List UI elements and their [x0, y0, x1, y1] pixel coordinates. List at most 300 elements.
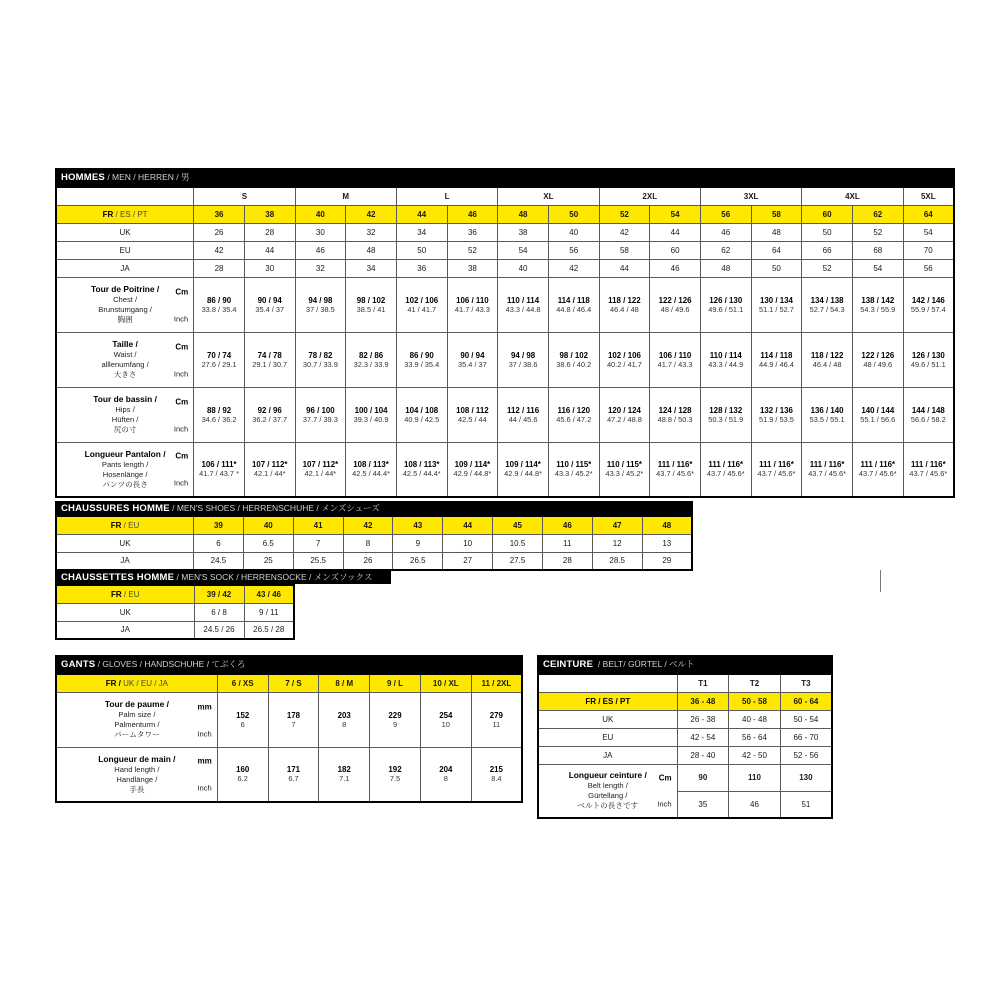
region-size-cell: 32 — [295, 259, 346, 277]
region-size-cell: 66 — [802, 241, 853, 259]
measure-value-wrap — [421, 765, 471, 783]
region-size-cell: 7 — [293, 534, 343, 552]
value-cm: 130 / 134 — [759, 295, 793, 305]
region-size-cell: 46 — [700, 223, 751, 241]
measure-value-wrap — [245, 460, 295, 478]
value-cm: 106 / 110 — [658, 350, 692, 360]
value-inch: 49.6 / 51.1 — [910, 359, 946, 369]
measure-value-cell — [751, 332, 802, 387]
region-size-cell: 54 — [852, 259, 903, 277]
value-inch: 37.7 / 39.3 — [302, 414, 338, 424]
belt-length-cm-cell: 110 — [729, 764, 781, 791]
region-size-cell: 50 — [396, 241, 447, 259]
shoes-subtitle: / MEN'S SHOES / HERRENSCHUHE / メンズシューズ — [169, 503, 380, 513]
measure-value-wrap — [904, 460, 953, 478]
belt-length-inch-cell: 46 — [729, 791, 781, 818]
fr-size-cell: 43 / 46 — [244, 585, 294, 603]
socks-header-bar — [55, 570, 391, 584]
measure-value-wrap — [448, 351, 498, 369]
measure-value-wrap — [549, 351, 599, 369]
belt-t-size-cell: T1 — [677, 674, 729, 692]
measure-label-line: Belt length / — [587, 781, 628, 791]
measure-value-wrap — [370, 711, 420, 729]
measure-value-wrap — [802, 296, 852, 314]
region-size-cell: 70 — [903, 241, 954, 259]
socks-subtitle: / MEN'S SOCK / HERRENSOCKE / メンズソックス — [174, 572, 373, 582]
value-inch: 43.7 / 45.6* — [706, 469, 745, 479]
fr-size-row — [56, 516, 692, 534]
value-inch: 47.2 / 48.8 — [606, 414, 642, 424]
measure-value-cell — [852, 387, 903, 442]
region-size-cell: 42 — [548, 259, 599, 277]
value-cm: 134 / 138 — [810, 295, 844, 305]
belt-length-cm-row — [538, 764, 832, 791]
unit-top-label: Cm — [175, 397, 189, 407]
region-size-cell: 13 — [642, 534, 692, 552]
measure-value-wrap — [853, 460, 903, 478]
value-inch: 40.9 / 42.5 — [404, 414, 440, 424]
measure-value-cell — [903, 277, 954, 332]
region-size-cell: 42 - 50 — [729, 746, 781, 764]
value-inch: 43.3 / 44.8 — [505, 304, 541, 314]
measure-value-wrap — [549, 406, 599, 424]
measure-value-wrap — [319, 765, 369, 783]
fr-eu-label-rest: / EU — [121, 589, 140, 599]
value-cm: 229 — [388, 710, 402, 720]
value-inch: 35.4 / 37 — [255, 304, 285, 314]
value-inch: 44 / 45.6 — [508, 414, 538, 424]
region-size-cell: 12 — [592, 534, 642, 552]
value-cm: 132 / 136 — [759, 405, 793, 415]
size-group-cell: 3XL — [700, 187, 801, 205]
measure-value-cell — [244, 442, 295, 497]
measure-label-line: Gürtellang / — [588, 791, 628, 801]
measure-value-wrap — [245, 296, 295, 314]
value-cm: 142 / 146 — [911, 295, 945, 305]
fr-size-cell: 36 — [194, 205, 245, 223]
value-inch: 29.1 / 30.7 — [252, 359, 288, 369]
hommes-subtitle: / MEN / HERREN / 男 — [104, 172, 190, 182]
region-size-row — [56, 259, 954, 277]
value-cm: 118 / 122 — [810, 350, 844, 360]
value-inch: 37 / 38.5 — [306, 304, 335, 314]
value-cm: 114 / 118 — [760, 350, 793, 360]
value-inch: 46.4 / 48 — [812, 359, 842, 369]
measure-value-wrap — [498, 406, 548, 424]
value-cm: 140 / 144 — [861, 405, 895, 415]
measure-value-cell — [194, 332, 245, 387]
measure-value-cell — [650, 332, 701, 387]
region-size-cell: 52 — [802, 259, 853, 277]
fr-size-cell: 58 — [751, 205, 802, 223]
measure-value-wrap — [448, 406, 498, 424]
region-size-cell: 44 — [244, 241, 295, 259]
measure-value-wrap — [701, 406, 751, 424]
region-size-cell: 36 — [396, 259, 447, 277]
region-label-cell: JA — [538, 746, 677, 764]
measure-label-line: Handlänge / — [116, 774, 158, 784]
region-size-cell: 26 — [343, 552, 393, 570]
measure-value-cell — [903, 387, 954, 442]
measure-value-cell — [420, 747, 471, 802]
region-size-cell: 26 - 38 — [677, 710, 729, 728]
value-inch: 56.6 / 58.2 — [910, 414, 946, 424]
hommes-size-table — [55, 186, 955, 498]
belt-length-cm-cell: 130 — [780, 764, 832, 791]
gloves-title: GANTS — [61, 658, 96, 670]
belt-t-size-cell: T3 — [780, 674, 832, 692]
value-inch: 52.7 / 54.3 — [809, 304, 845, 314]
region-size-cell: 30 — [244, 259, 295, 277]
belt-size-cell: 36 - 48 — [677, 692, 729, 710]
region-size-cell: 6.5 — [243, 534, 293, 552]
value-inch: 6.2 — [237, 774, 248, 784]
measure-value-wrap — [701, 460, 751, 478]
fr-size-cell: 48 — [498, 205, 549, 223]
belt-t-row — [538, 674, 832, 692]
region-size-row — [538, 728, 832, 746]
measure-value-cell — [852, 277, 903, 332]
value-inch: 43.7 / 45.6* — [808, 469, 846, 479]
region-size-cell: 46 — [650, 259, 701, 277]
value-inch: 38.6 / 40.2 — [556, 359, 592, 369]
measure-value-wrap — [853, 296, 903, 314]
value-cm: 82 / 86 — [358, 350, 384, 360]
region-size-cell: 44 — [650, 223, 701, 241]
region-size-cell: 52 — [852, 223, 903, 241]
value-cm: 254 — [439, 710, 453, 720]
value-cm: 90 / 94 — [257, 295, 282, 305]
fr-es-pt-label-rest: / ES / PT — [113, 209, 148, 219]
measure-value-wrap — [904, 296, 953, 314]
value-cm: 204 — [439, 765, 453, 775]
unit-top-label: Cm — [175, 287, 189, 297]
fr-size-cell: 38 — [244, 205, 295, 223]
measure-label-line: 手長 — [129, 784, 145, 794]
glove-size-cell: 10 / XL — [420, 674, 471, 692]
region-size-cell: 48 — [346, 241, 397, 259]
measure-value-cell — [194, 277, 245, 332]
size-group-cell: 2XL — [599, 187, 700, 205]
measure-value-wrap — [650, 460, 700, 478]
shoes-size-table — [55, 515, 693, 571]
region-size-cell: 50 — [802, 223, 853, 241]
fr-es-pt-label — [56, 205, 194, 223]
region-label-cell: UK — [56, 534, 193, 552]
value-inch: 41.7 / 43.7 * — [199, 469, 239, 479]
measure-row — [56, 442, 954, 497]
region-size-cell: 68 — [852, 241, 903, 259]
value-inch: 8 — [342, 719, 347, 729]
region-size-cell: 8 — [343, 534, 393, 552]
value-inch: 6 — [240, 719, 245, 729]
region-size-cell: 46 — [295, 241, 346, 259]
measure-value-wrap — [397, 406, 447, 424]
value-cm: 110 / 115* — [556, 460, 592, 470]
measure-value-wrap — [397, 460, 447, 478]
measure-value-cell — [370, 747, 421, 802]
value-cm: 98 / 102 — [356, 295, 386, 305]
value-cm: 109 / 114* — [505, 460, 541, 470]
measure-value-wrap — [245, 351, 295, 369]
value-cm: 111 / 116* — [860, 460, 896, 470]
measure-label-line: alllenumfang / — [101, 360, 149, 370]
measure-value-cell — [498, 277, 549, 332]
shoes-header-bar — [55, 501, 693, 515]
measure-value-cell — [903, 332, 954, 387]
fr-size-row — [56, 205, 954, 223]
value-cm: 111 / 116* — [708, 460, 744, 470]
value-cm: 120 / 124 — [607, 405, 641, 415]
measure-value-wrap — [346, 351, 396, 369]
value-cm: 111 / 116* — [809, 460, 845, 470]
measure-value-wrap — [752, 296, 802, 314]
measure-label-line: パームタワー — [114, 730, 160, 740]
fr-size-cell: 45 — [493, 516, 543, 534]
region-size-cell: 28 — [542, 552, 592, 570]
measure-value-cell — [700, 332, 751, 387]
value-inch: 46.4 / 48 — [610, 304, 639, 314]
measure-value-wrap — [600, 460, 650, 478]
region-size-cell: 11 — [542, 534, 592, 552]
measure-value-wrap — [853, 406, 903, 424]
value-inch: 35.4 / 37 — [458, 359, 487, 369]
fr-size-row — [56, 585, 294, 603]
region-size-cell: 26.5 — [393, 552, 443, 570]
measure-label-line: Longueur de main / — [98, 753, 176, 764]
fr-size-cell: 50 — [548, 205, 599, 223]
value-cm: 78 / 82 — [308, 350, 333, 360]
measure-value-wrap — [296, 460, 346, 478]
measure-value-wrap — [498, 460, 548, 478]
measure-value-cell — [346, 277, 397, 332]
fr-size-cell: 40 — [295, 205, 346, 223]
measure-value-cell — [650, 277, 701, 332]
measure-value-wrap — [549, 296, 599, 314]
region-label-cell: UK — [56, 223, 194, 241]
value-inch: 43.7 / 45.6* — [909, 469, 948, 479]
region-size-cell: 50 - 54 — [780, 710, 832, 728]
region-size-cell: 60 — [650, 241, 701, 259]
measure-label-cell — [56, 747, 217, 802]
measure-value-wrap — [701, 351, 751, 369]
region-size-cell: 27 — [443, 552, 493, 570]
region-size-cell: 44 — [599, 259, 650, 277]
region-size-cell: 54 — [498, 241, 549, 259]
fr-size-cell: 39 / 42 — [194, 585, 244, 603]
size-group-cell: 4XL — [802, 187, 903, 205]
measure-value-cell — [244, 277, 295, 332]
unit-bottom-label: Inch — [657, 799, 672, 809]
size-group-cell: 5XL — [903, 187, 954, 205]
value-inch: 48.8 / 50.3 — [657, 414, 693, 424]
measure-label-line: Longueur ceinture / — [568, 770, 647, 781]
measure-label-cell — [56, 277, 194, 332]
measure-row — [56, 332, 954, 387]
region-size-cell: 27.5 — [493, 552, 543, 570]
belt-length-cm-cell: 90 — [677, 764, 729, 791]
measure-value-cell — [852, 332, 903, 387]
measure-value-cell — [396, 332, 447, 387]
unit-bottom-label: Inch — [197, 783, 212, 793]
value-cm: 98 / 102 — [559, 350, 588, 360]
measure-value-wrap — [346, 296, 396, 314]
region-size-cell: 38 — [498, 223, 549, 241]
measure-label-line: Hips / — [115, 405, 135, 415]
fr-size-cell: 52 — [599, 205, 650, 223]
measure-label-line: Tour de Poitrine / — [90, 283, 160, 294]
measure-label-cell — [56, 692, 217, 747]
measure-value-cell — [700, 442, 751, 497]
measure-value-cell — [396, 277, 447, 332]
value-inch: 44.8 / 46.4 — [556, 304, 592, 314]
value-inch: 34.6 / 36.2 — [201, 414, 237, 424]
measure-value-wrap — [448, 296, 498, 314]
socks-size-table — [55, 584, 295, 640]
measure-value-cell — [396, 442, 447, 497]
value-cm: 136 / 140 — [810, 405, 844, 415]
value-cm: 92 / 96 — [257, 405, 282, 415]
unit-bottom-label: Inch — [197, 729, 212, 739]
measure-value-wrap — [802, 351, 852, 369]
gloves-subtitle: / GLOVES / HANDSCHUHE / てぶくろ — [95, 659, 246, 669]
value-inch: 8.4 — [491, 774, 502, 784]
measure-value-wrap — [319, 711, 369, 729]
fr-size-cell: 46 — [447, 205, 498, 223]
unit-top-label: Cm — [175, 451, 189, 461]
value-cm: 138 / 142 — [861, 295, 895, 305]
gloves-section — [55, 655, 523, 803]
unit-top-label: Cm — [175, 342, 189, 352]
size-group-cell: S — [194, 187, 295, 205]
value-inch: 45.6 / 47.2 — [556, 414, 592, 424]
region-size-cell: 64 — [751, 241, 802, 259]
value-inch: 54.3 / 55.9 — [860, 304, 896, 314]
measure-value-cell — [370, 692, 421, 747]
fr-eu-label — [56, 585, 194, 603]
region-size-cell: 66 - 70 — [780, 728, 832, 746]
value-inch: 40.2 / 41.7 — [606, 359, 642, 369]
region-size-cell: 58 — [599, 241, 650, 259]
measure-label-line: Pants length / — [101, 459, 149, 469]
measure-value-cell — [396, 387, 447, 442]
value-cm: 107 / 112* — [251, 460, 288, 470]
measure-value-wrap — [194, 460, 244, 478]
belt-subtitle: / BELT/ GÜRTEL / ベルト — [593, 659, 695, 669]
value-cm: 100 / 104 — [354, 405, 388, 415]
belt-size-cell: 50 - 58 — [729, 692, 781, 710]
region-size-cell: 40 — [548, 223, 599, 241]
value-inch: 44.9 / 46.4 — [758, 359, 794, 369]
size-group-cell: L — [396, 187, 497, 205]
value-cm: 107 / 112* — [302, 460, 339, 470]
belt-length-inch-cell: 35 — [677, 791, 729, 818]
region-size-cell: 29 — [642, 552, 692, 570]
measure-value-cell — [217, 747, 268, 802]
hommes-header-bar — [55, 168, 955, 186]
value-inch: 43.3 / 44.9 — [708, 359, 744, 369]
measure-value-cell — [346, 332, 397, 387]
belt-size-table — [537, 673, 833, 819]
fr-size-cell: 46 — [542, 516, 592, 534]
measure-value-wrap — [269, 711, 319, 729]
measure-label-line: Waist / — [113, 350, 137, 360]
value-inch: 42.1 / 44* — [304, 469, 337, 479]
belt-section — [537, 655, 833, 819]
measure-value-wrap — [600, 351, 650, 369]
measure-value-wrap — [752, 351, 802, 369]
unit-top-label: Cm — [658, 773, 672, 783]
region-size-cell: 26 — [194, 223, 245, 241]
value-cm: 110 / 115* — [606, 460, 642, 470]
region-size-cell: 26.5 / 28 — [244, 621, 294, 639]
measure-label-cell — [538, 764, 677, 818]
value-inch: 36.2 / 37.7 — [252, 414, 288, 424]
region-size-cell: 9 — [393, 534, 443, 552]
glove-size-cell: 6 / XS — [217, 674, 268, 692]
unit-top-label: mm — [197, 702, 212, 712]
value-inch: 33.8 / 35.4 — [201, 304, 237, 314]
fr-size-cell: 44 — [396, 205, 447, 223]
region-size-cell: 28 — [194, 259, 245, 277]
region-size-cell: 28 - 40 — [677, 746, 729, 764]
region-size-row — [56, 621, 294, 639]
fr-size-cell: 62 — [852, 205, 903, 223]
value-inch: 41 / 41.7 — [407, 304, 437, 314]
value-inch: 42.9 / 44.8* — [453, 469, 492, 479]
value-inch: 43.3 / 45.2* — [554, 469, 593, 479]
region-size-cell: 48 — [700, 259, 751, 277]
value-cm: 108 / 113* — [403, 460, 440, 470]
value-inch: 43.3 / 45.2* — [605, 469, 644, 479]
value-inch: 27.6 / 29.1 — [201, 359, 237, 369]
measure-value-cell — [751, 387, 802, 442]
value-cm: 116 / 120 — [557, 405, 590, 415]
region-size-cell: 54 — [903, 223, 954, 241]
measure-label-line: ベルトの長さです — [577, 801, 639, 811]
measure-label-line: パンツの長さ — [102, 479, 148, 489]
region-size-cell: 9 / 11 — [244, 603, 294, 621]
measure-value-cell — [471, 747, 522, 802]
value-cm: 111 / 116* — [759, 460, 794, 470]
empty-label-cell — [56, 187, 194, 205]
region-size-cell: 50 — [751, 259, 802, 277]
fr-size-cell: 60 — [802, 205, 853, 223]
region-label-cell: JA — [56, 552, 193, 570]
value-cm: 86 / 90 — [206, 295, 232, 305]
value-cm: 90 / 94 — [460, 350, 485, 360]
measure-value-cell — [802, 332, 853, 387]
measure-value-cell — [700, 277, 751, 332]
glove-size-cell: 7 / S — [268, 674, 319, 692]
measure-value-cell — [650, 442, 701, 497]
measure-value-cell — [802, 277, 853, 332]
measure-value-cell — [498, 442, 549, 497]
measure-value-wrap — [650, 351, 700, 369]
value-inch: 6.7 — [288, 774, 299, 784]
region-size-cell: 10 — [443, 534, 493, 552]
value-inch: 42.9 / 44.8* — [504, 469, 542, 479]
value-cm: 152 — [236, 710, 250, 720]
region-size-cell: 24.5 — [193, 552, 243, 570]
region-size-cell: 34 — [346, 259, 397, 277]
measure-value-wrap — [752, 406, 802, 424]
hommes-title: HOMMES — [61, 171, 105, 183]
measure-value-wrap — [194, 406, 244, 424]
belt-length-inch-cell: 51 — [780, 791, 832, 818]
measure-value-cell — [498, 387, 549, 442]
fr-size-cell: 42 — [343, 516, 393, 534]
